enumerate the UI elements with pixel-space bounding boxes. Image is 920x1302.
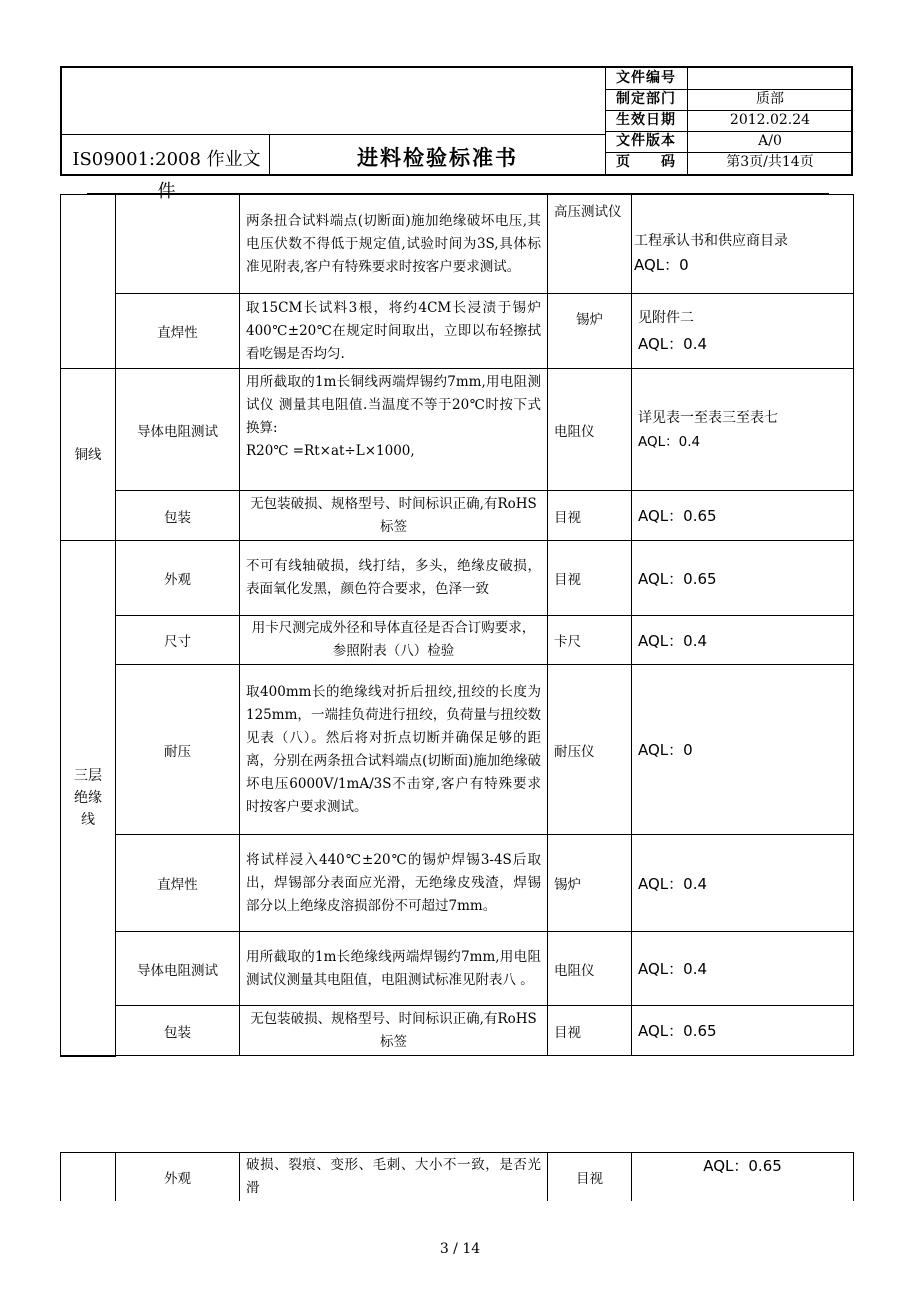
aql-value: AQL：0.65	[632, 491, 854, 541]
aql-value: AQL：0.4	[638, 335, 708, 353]
table-row	[61, 195, 854, 294]
version-value: A/0	[758, 133, 782, 149]
inspection-table	[60, 194, 854, 1057]
aql-value: AQL：0.65	[632, 1153, 854, 1202]
standard-cell	[632, 294, 854, 369]
aql-value: AQL：0	[634, 256, 689, 274]
description-cell: 无包装破损、规格型号、时间标识正确,有RoHS标签	[240, 491, 548, 541]
page-value: 第3页/共14页	[726, 154, 814, 170]
description-cell: 破损、裂痕、变形、毛刺、大小不一致，是否光滑	[240, 1153, 548, 1202]
table-row	[61, 616, 854, 665]
tool-cell: 目视	[548, 541, 632, 616]
standard-text: 详见表一至表三至表七	[638, 409, 778, 426]
tool-cell: 锡炉	[548, 835, 632, 932]
description-cell	[240, 369, 548, 491]
item-cell: 直焊性	[116, 294, 240, 369]
category-copper: 铜线	[61, 369, 116, 541]
description-cell: 用卡尺测完成外径和导体直径是否合订购要求，参照附表（八）检验	[240, 616, 548, 665]
item-cell: 外观	[116, 1153, 240, 1202]
effective-date-value: 2012.02.24	[729, 112, 811, 128]
standard-cell	[632, 369, 854, 491]
description-cell: 两条扭合试料端点(切断面)施加绝缘破坏电压,其电压伏数不得低于规定值,试验时间为3S,具体标准见附表,客户有特殊要求时按客户要求测试。	[240, 195, 548, 294]
department-value: 质部	[756, 91, 784, 107]
header-divider	[62, 134, 605, 135]
description-text: 用所截取的1m长铜线两端焊锡约7mm,用电阻测试仪 测量其电阻值.当温度不等于20℃时按下式换算:	[246, 374, 541, 436]
continuation-table	[60, 1152, 854, 1201]
item-cell: 导体电阻测试	[116, 932, 240, 1006]
item-cell: 尺寸	[116, 616, 240, 665]
aql-value: AQL：0.65	[632, 1006, 854, 1056]
table-row	[61, 491, 854, 541]
tool-cell: 电阻仪	[548, 369, 632, 491]
description-cell: 将试样浸入440℃±20℃的锡炉焊锡3-4S后取出，焊锡部分表面应光滑，无绝缘皮残渣，焊锡部分以上绝缘皮溶损部份不可超过7mm。	[240, 835, 548, 932]
description-cell: 不可有线轴破损，线打结，多头，绝缘皮破损，表面氧化发黑，颜色符合要求，色泽一致	[240, 541, 548, 616]
item-cell: 包装	[116, 1006, 240, 1056]
description-cell: 取400mm长的绝缘线对折后扭绞,扭绞的长度为125mm，一端挂负荷进行扭绞，负荷量与扭绞数见表（八）。然后将对折点切断并确保足够的距离，分别在两条扭合试料端点(切断面)施加绝缘破坏电压6000V/1mA/3S不击穿,客户有特殊要求时按客户要求测试。	[240, 665, 548, 835]
category-cell	[61, 195, 116, 369]
standard-text: 工程承认书和供应商目录	[634, 233, 788, 249]
tool-cell: 卡尺	[548, 616, 632, 665]
table-row	[61, 835, 854, 932]
table-row	[61, 665, 854, 835]
doc-number-value	[687, 68, 853, 89]
tool-cell: 目视	[548, 491, 632, 541]
category-text: 三层绝缘线	[73, 767, 102, 828]
page-label: 页 码	[616, 154, 676, 170]
page-number: 3 / 14	[439, 1241, 481, 1257]
category-cell	[61, 1153, 116, 1202]
category-triple-insulated	[61, 541, 116, 1056]
tool-cell: 目视	[548, 1153, 632, 1202]
item-cell: 外观	[116, 541, 240, 616]
table-row	[61, 932, 854, 1006]
table-row	[61, 369, 854, 491]
tool-cell: 电阻仪	[548, 932, 632, 1006]
tool-cell: 耐压仪	[548, 665, 632, 835]
tool-cell: 目视	[548, 1006, 632, 1056]
doc-number-label: 文件编号	[616, 70, 676, 86]
tool-cell: 锡炉	[548, 294, 632, 369]
item-cell	[116, 195, 240, 294]
description-cell: 取15CM长试料3根，将约4CM长浸渍于锡炉400℃±20℃在规定时间取出，立即以布轻擦拭看吃锡是否均匀.	[240, 294, 548, 369]
aql-value: AQL：0.4	[632, 932, 854, 1006]
standard-text: 见附件二	[638, 310, 694, 326]
document-title: 进料检验标准书	[357, 145, 518, 170]
description-cell: 用所截取的1m长绝缘线两端焊锡约7mm,用电阻测试仪测量其电阻值，电阻测试标准见附表八 。	[240, 932, 548, 1006]
table-row	[61, 541, 854, 616]
aql-value: AQL：0.4	[638, 433, 701, 450]
doc-system: IS09001:2008 作业文件	[72, 149, 261, 202]
description-cell: 无包装破损、规格型号、时间标识正确,有RoHS标签	[240, 1006, 548, 1056]
table-row	[61, 1006, 854, 1056]
document-header	[60, 66, 853, 202]
aql-value: AQL：0	[632, 665, 854, 835]
item-cell: 导体电阻测试	[116, 369, 240, 491]
formula-text: R20℃ =Rt×at÷L×1000,	[246, 443, 415, 459]
table-row	[61, 294, 854, 369]
item-cell: 直焊性	[116, 835, 240, 932]
aql-value: AQL：0.4	[632, 616, 854, 665]
tool-cell: 高压测试仪	[548, 195, 632, 294]
item-cell: 包装	[116, 491, 240, 541]
table-row	[61, 1153, 854, 1202]
item-cell: 耐压	[116, 665, 240, 835]
department-label: 制定部门	[616, 91, 676, 107]
standard-cell	[632, 195, 854, 294]
effective-date-label: 生效日期	[616, 112, 676, 128]
version-label: 文件版本	[616, 133, 676, 149]
aql-value: AQL：0.4	[632, 835, 854, 932]
aql-value: AQL：0.65	[632, 541, 854, 616]
